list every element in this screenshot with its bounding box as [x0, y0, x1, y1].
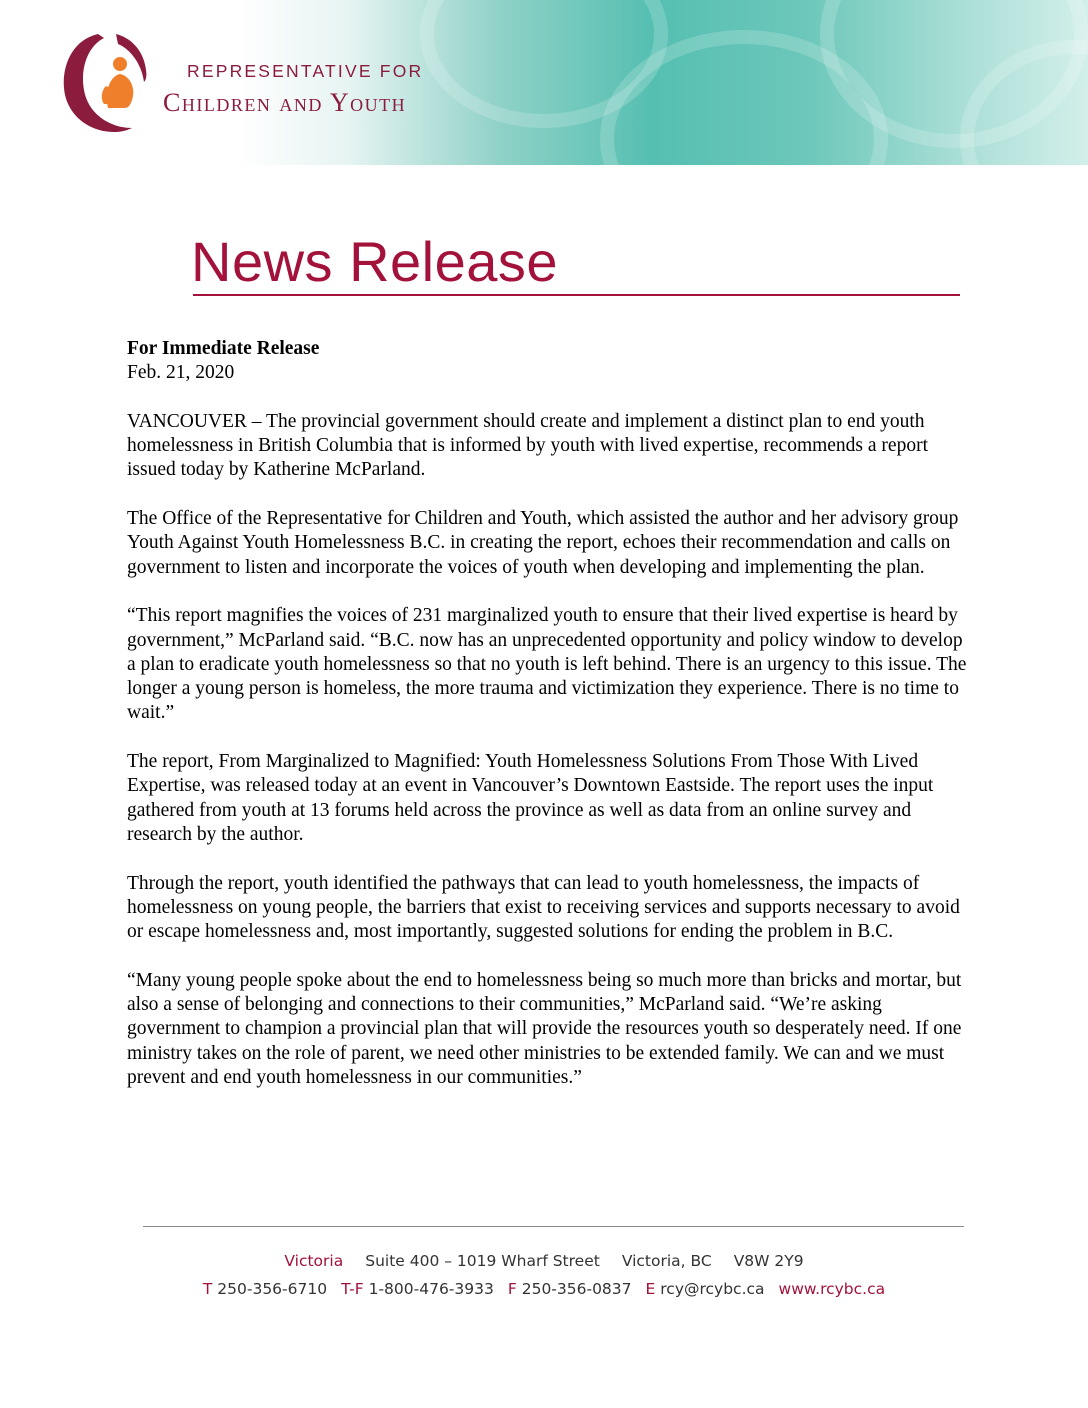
tollfree-value: 1-800-476-3933 — [368, 1280, 494, 1298]
footer-city-prov: Victoria, BC — [621, 1252, 712, 1270]
title-underline — [193, 294, 960, 296]
phone-value: 250-356-6710 — [217, 1280, 328, 1298]
release-label: For Immediate Release — [127, 338, 320, 359]
email-link[interactable]: rcy@rcybc.ca — [660, 1280, 765, 1298]
paragraph: “Many young people spoke about the end to homelessness being so much more than bricks and mortar, but also a sense of belonging and connections to their communities,” McParland said. “We’re asking government to champion a provincial plan that will provide the resources youth so desperately need. If one ministry takes on the role of parent, we need other ministries to be extended family. We can and we must prevent and end youth homelessness in our communities.” — [127, 969, 962, 1088]
fax-label: F — [507, 1280, 517, 1298]
paragraph: VANCOUVER – The provincial government should create and implement a distinct plan to end youth homelessness in British Columbia that is informed by youth with lived expertise, recommends a report issued today by Katherine McParland. — [127, 410, 928, 481]
rcy-logo-icon — [58, 28, 148, 134]
phone-label: T — [202, 1280, 213, 1298]
footer-divider — [143, 1226, 964, 1227]
org-name-line1: REPRESENTATIVE FOR — [187, 61, 424, 81]
email-label: E — [645, 1280, 656, 1298]
release-body — [127, 337, 967, 1115]
org-name-line2: Children and Youth — [163, 88, 407, 117]
header-banner — [0, 0, 1088, 165]
footer-city-label: Victoria — [284, 1252, 344, 1270]
footer-address — [0, 1252, 1088, 1270]
footer-contact — [0, 1280, 1088, 1298]
release-date: Feb. 21, 2020 — [127, 362, 235, 384]
tollfree-label: T-F — [341, 1280, 364, 1298]
paragraph: Through the report, youth identified the pathways that can lead to youth homelessness, the impacts of homelessness on young people, the barriers that exist to receiving services and supports necessary to avoid or escape homelessness and, most importantly, suggested solutions for ending the problem in B.C. — [127, 872, 960, 943]
paragraph: The Office of the Representative for Children and Youth, which assisted the author and her advisory group Youth Against Youth Homelessness B.C. in creating the report, echoes their recommendation and calls on government to listen and incorporate the voices of youth when developing and implementing the plan. — [127, 508, 959, 578]
fax-value: 250-356-0837 — [521, 1280, 632, 1298]
page-title: News Release — [191, 230, 559, 293]
website-link[interactable]: www.rcybc.ca — [778, 1280, 886, 1298]
footer-postal: V8W 2Y9 — [733, 1252, 804, 1270]
paragraph: “This report magnifies the voices of 231 marginalized youth to ensure that their lived expertise is heard by government,” McParland said. “B.C. now has an unprecedented opportunity and policy window to develop a plan to eradicate youth homelessness so that no youth is left behind. There is an urgency to this issue. The longer a young person is homeless, the more trauma and victimization they experience. There is no time to wait.” — [127, 605, 967, 724]
paragraph: The report, From Marginalized to Magnified: Youth Homelessness Solutions From Those With Lived Expertise, was released today at an event in Vancouver’s Downtown Eastside. The report uses the input gathered from youth at 13 forums held across the province as well as data from an online survey and research by the author. — [127, 751, 934, 845]
footer-street: Suite 400 – 1019 Wharf Street — [365, 1252, 600, 1270]
